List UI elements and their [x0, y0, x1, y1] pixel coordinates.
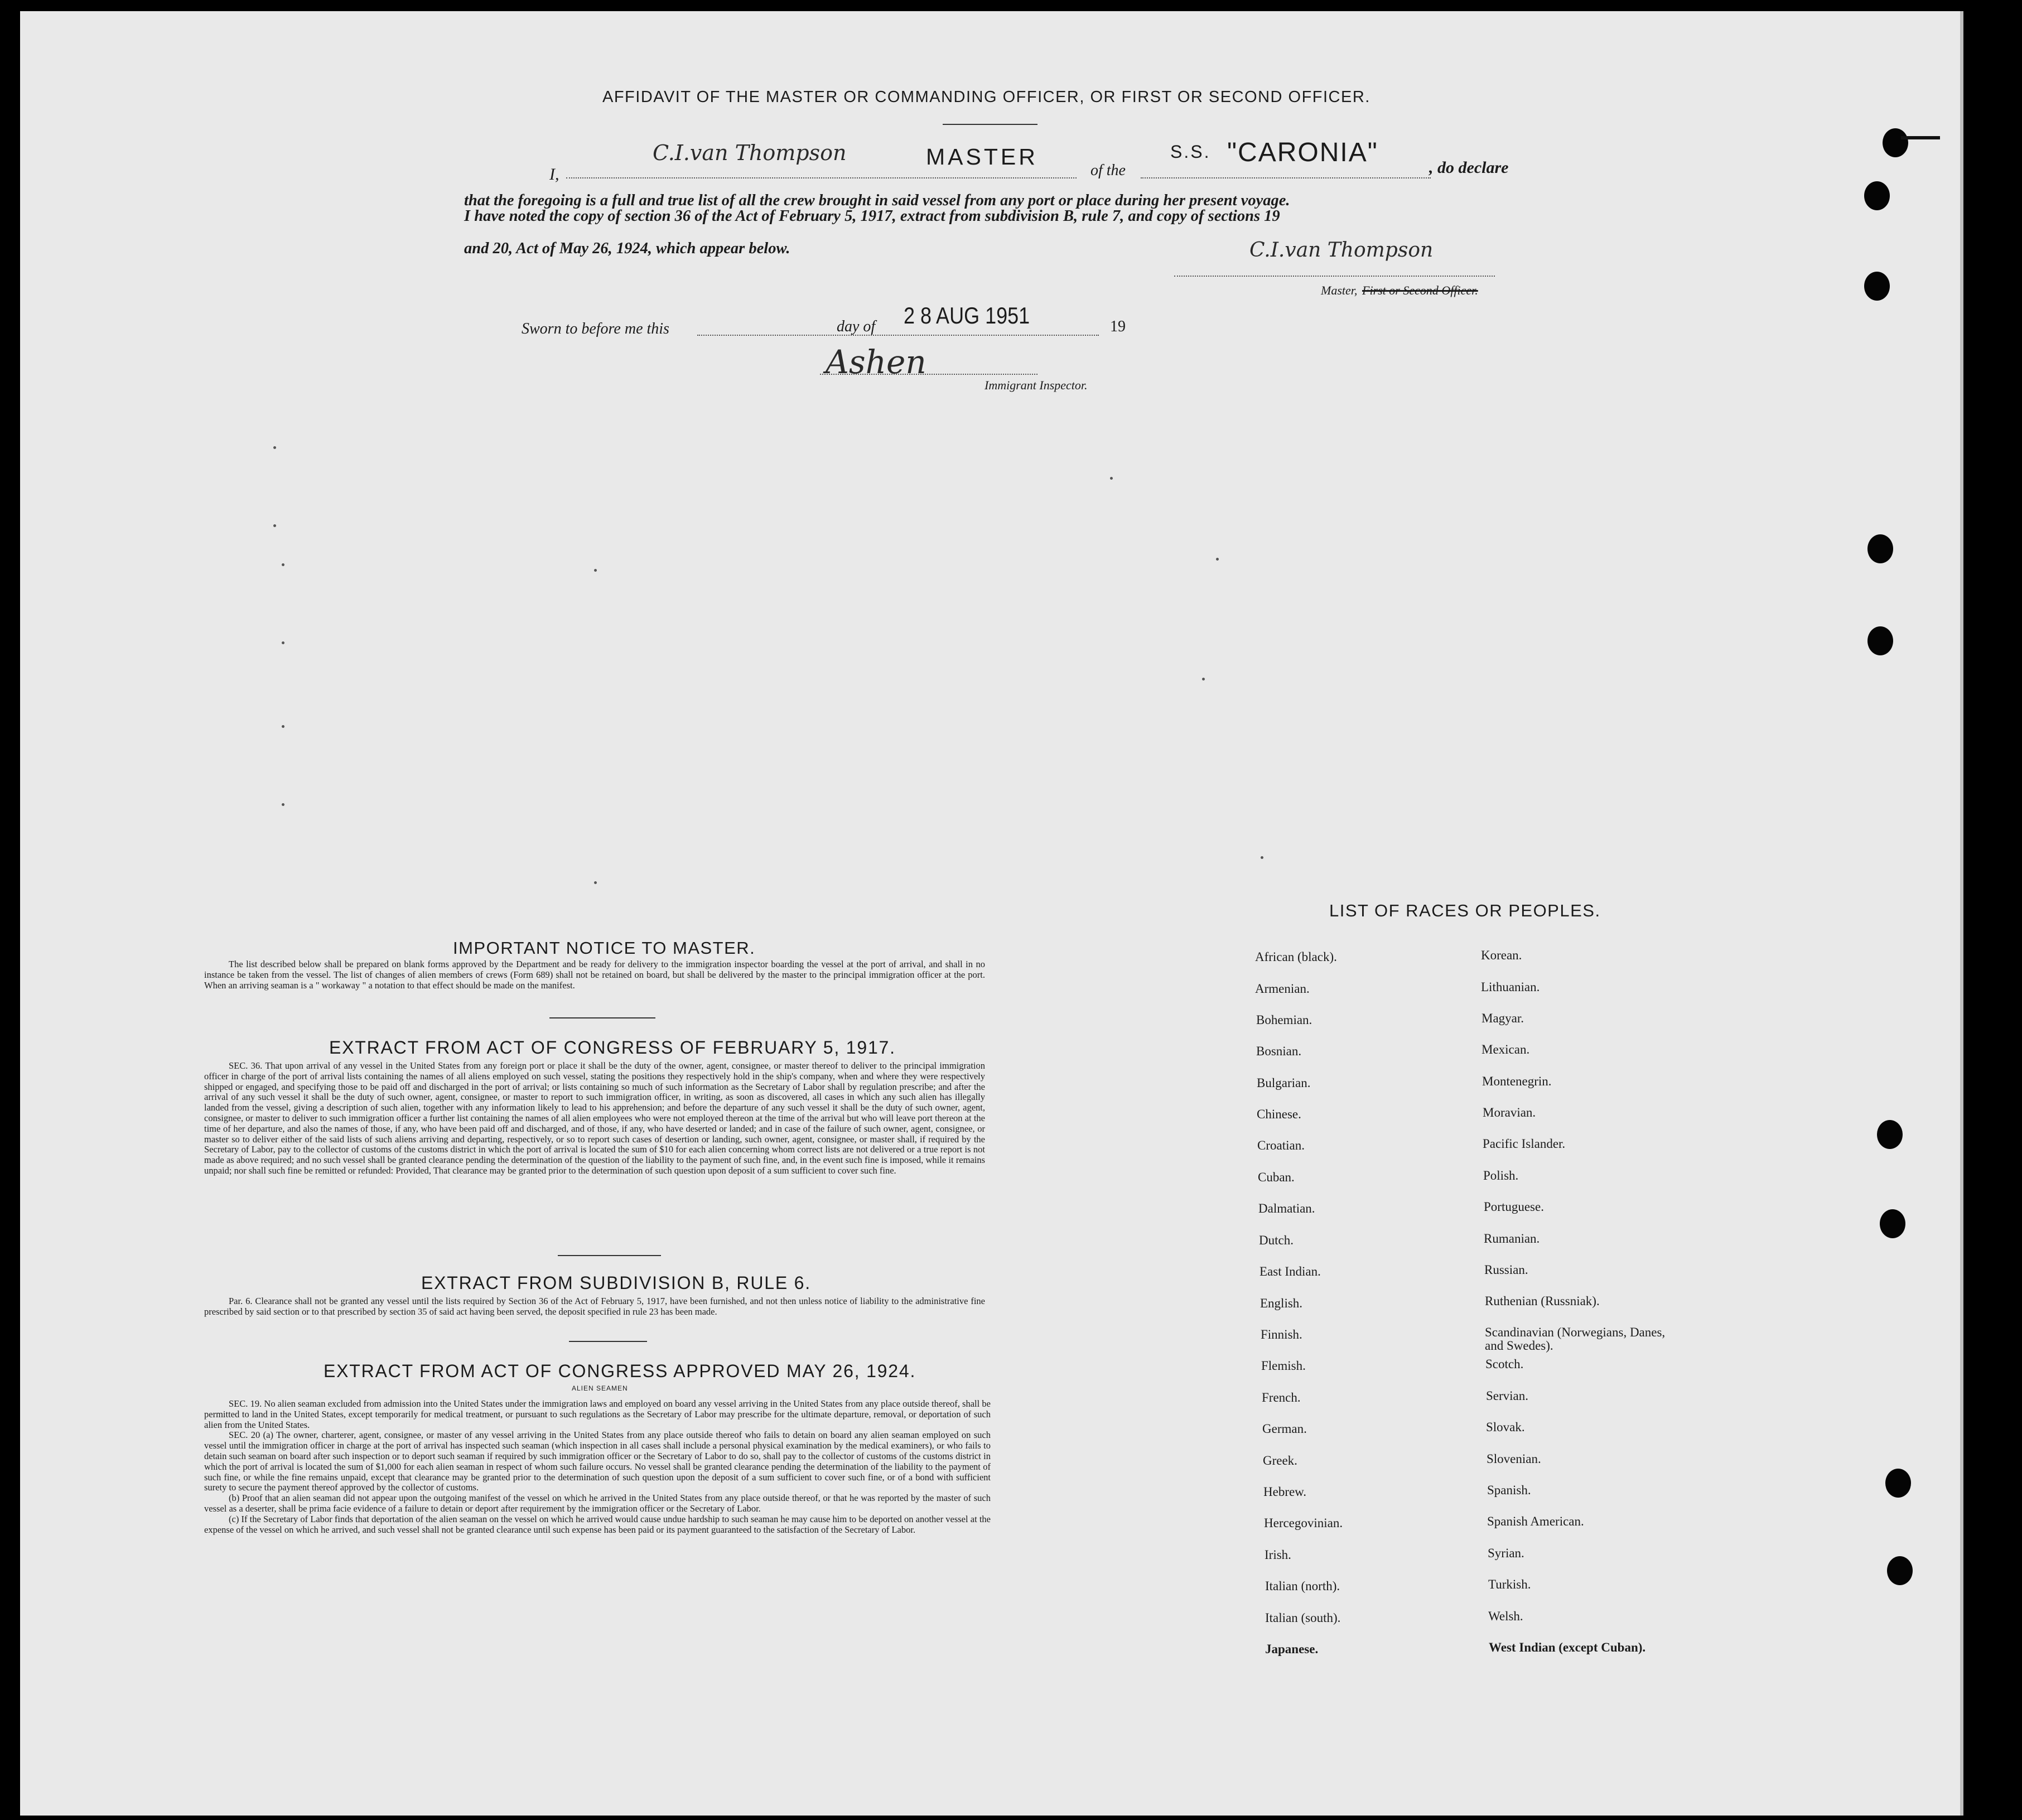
- rule-6-title: EXTRACT FROM SUBDIVISION B, RULE 6.: [421, 1273, 811, 1293]
- sworn-label: Sworn to before me this: [522, 320, 669, 337]
- punch-hole: [1887, 1556, 1913, 1585]
- struck-officer-label: First or Second Officer.: [1362, 283, 1478, 297]
- race-item: Rumanian.: [1484, 1232, 1540, 1245]
- speck: [1216, 558, 1219, 561]
- speck: [273, 524, 276, 527]
- date-stamp: 2 8 AUG 1951: [904, 302, 1030, 329]
- signature-line: [1174, 276, 1495, 277]
- paper-clip-mark: [1901, 136, 1940, 139]
- race-item: Scandinavian (Norwegians, Danes, and Swedes).: [1485, 1325, 1666, 1353]
- speck: [282, 725, 284, 728]
- pronoun-label: I,: [549, 165, 559, 184]
- inspector-signature: Ashen: [826, 343, 926, 381]
- punch-hole: [1877, 1120, 1903, 1149]
- race-item: Polish.: [1483, 1169, 1519, 1182]
- race-item: Croatian.: [1257, 1138, 1305, 1152]
- inspector-line: [820, 374, 1037, 375]
- affidavit-title: AFFIDAVIT OF THE MASTER OR COMMANDING OFFICER, OR FIRST OR SECOND OFFICER.: [602, 88, 1370, 106]
- punch-hole: [1880, 1209, 1905, 1238]
- notice-divider: [549, 1017, 655, 1018]
- sec-20b-paragraph: (b) Proof that an alien seaman did not appear upon the outgoing manifest of the vessel on which he arrived in the United States from any place outside thereof, or that he was reported by the master of such vessel as a deserter, shall be prima facie evidence of a failure to detain or deport after requirement by the immigration officer or the Secretary of Labor.: [204, 1493, 991, 1514]
- race-item: Hebrew.: [1263, 1485, 1307, 1499]
- race-item: East Indian.: [1259, 1264, 1321, 1278]
- ship-name: "CARONIA": [1227, 138, 1378, 167]
- vessel-line: [1141, 177, 1431, 178]
- act-1924-title: EXTRACT FROM ACT OF CONGRESS APPROVED MAY 26, 1924.: [324, 1361, 916, 1381]
- race-item: Lithuanian.: [1481, 980, 1540, 994]
- affidavit-line-2: I have noted the copy of section 36 of the Act of February 5, 1917, extract from subdivision B, rule 7, and copy of sections 19: [464, 207, 1280, 225]
- title-divider: [943, 124, 1037, 125]
- race-item: Moravian.: [1483, 1105, 1536, 1119]
- speck: [1261, 856, 1263, 859]
- race-item: Slovak.: [1486, 1420, 1525, 1434]
- race-item: African (black).: [1255, 950, 1337, 964]
- rule-6-paragraph: Par. 6. Clearance shall not be granted any vessel until the lists required by Section 36 of the Act of February 5, 1917, have been furnished, and not then unless notice of liability to the administrative fine prescribed by said section or to that prescribed by section 35 of said act having been served, the deposit specified in rule 23 has been made.: [204, 1296, 985, 1317]
- race-item: Italian (south).: [1265, 1611, 1341, 1625]
- speck: [273, 446, 276, 449]
- race-item: Slovenian.: [1487, 1452, 1541, 1466]
- sec-20a-paragraph: SEC. 20 (a) The owner, charterer, agent, consignee, or master of any vessel arriving in the United States from any place outside thereof who fails to detain on board any alien seaman employed on such vessel until the immigration officer in charge at the port of arrival has inspected such seaman (which inspection in all cases shall include a personal physical examination by the medical examiners), or who fails to detain such seaman on board after such inspection or to deport such seaman if required by such immigration officer or the Secretary of Labor to do so, shall pay to the collector of customs of the customs district in which the port of arrival is located the sum of $1,000 for each alien seaman in respect of whom such failure occurs. No vessel shall be granted clearance pending the determination of the liability to the payment of such fine, or while the fine remains unpaid, except that clearance may be granted prior to the determination of such question upon the deposit of a sum sufficient to cover such fine, or of a bond with sufficient surety to secure the payment thereof approved by the collector of customs.: [204, 1430, 991, 1493]
- race-item: French.: [1262, 1391, 1301, 1404]
- punch-hole: [1883, 128, 1908, 157]
- race-item: Welsh.: [1488, 1609, 1523, 1623]
- act-1917-title: EXTRACT FROM ACT OF CONGRESS OF FEBRUARY 5, 1917.: [329, 1037, 896, 1058]
- race-item: Turkish.: [1488, 1577, 1531, 1591]
- race-item: Scotch.: [1485, 1357, 1524, 1371]
- race-item: Montenegrin.: [1482, 1074, 1552, 1088]
- rule-6-text: [204, 1296, 985, 1317]
- speck: [282, 803, 284, 806]
- sworn-day-line: [697, 335, 1099, 336]
- act-1917-divider: [558, 1255, 661, 1256]
- race-item: English.: [1260, 1296, 1303, 1310]
- sec-19-paragraph: SEC. 19. No alien seaman excluded from admission into the United States under the immigration laws and employed on board any vessel arriving in the United States from any place outside thereof, shall be permitted to land in the United States, except temporarily for medical treatment, or pursuant to such regulations as the Secretary of Labor may prescribe for the ultimate departure, removal, or deportation of such alien from the United States.: [204, 1398, 991, 1430]
- race-item: Cuban.: [1258, 1170, 1295, 1184]
- race-item: Bulgarian.: [1257, 1076, 1311, 1090]
- inspector-label: Immigrant Inspector.: [985, 378, 1088, 392]
- race-item: Finnish.: [1261, 1327, 1302, 1341]
- race-item: German.: [1262, 1422, 1307, 1436]
- master-signature: C.I.van Thompson: [653, 141, 847, 165]
- affidavit-line-1: that the foregoing is a full and true list of all the crew brought in said vessel from any port or place during her present voyage.: [464, 192, 1290, 209]
- race-item: Bosnian.: [1256, 1044, 1302, 1058]
- race-item: Greek.: [1263, 1454, 1297, 1467]
- speck: [1110, 477, 1113, 480]
- race-item: Irish.: [1265, 1548, 1291, 1562]
- race-item: Hercegovinian.: [1264, 1516, 1343, 1530]
- race-item: Spanish American.: [1487, 1514, 1584, 1528]
- day-of-label: day of: [837, 318, 876, 335]
- act-1924-subtitle: ALIEN SEAMEN: [572, 1384, 628, 1392]
- punch-hole: [1885, 1469, 1911, 1498]
- race-item: Ruthenian (Russniak).: [1485, 1294, 1600, 1308]
- act-1917-paragraph: SEC. 36. That upon arrival of any vessel in the United States from any foreign port or place it shall be the duty of the owner, agent, consignee, or master thereof to deliver to the principal immigration officer in charge of the port of arrival lists containing the names of all aliens employed on such vessel, stating the positions they respectively hold in the ship's company, when and where they were respectively shipped or engaged, and specifying those to be paid off and discharged in the port of arrival; or lists containing so much of such information as the Secretary of Labor shall by regulation prescribe; and after the arrival of any such vessel it shall be the duty of such owner, agent, consignee, or master to report to such immigration officer, in writing, as soon as discovered, all cases in which any such alien has illegally landed from the vessel, giving a description of such alien, together with any information likely to lead to his apprehension; and before the departure of any such vessel it shall be the duty of such owner, agent, consignee, or master to deliver to such immigration officer a further list containing the names of all alien employees who were not employed thereon at the time of the arrival but who will leave port thereon at the time of her departure, and also the names of those, if any, who have been paid off and discharged, and of those, if any, who have deserted or landed; and in case of the failure of such owner, agent, consignee, or master so to deliver either of the said lists of such aliens arriving and departing, respectively, or so to report such cases of desertion or landing, such owner, agent, consignee, or master shall, if required by the Secretary of Labor, pay to the collector of customs of the customs district in which the port of arrival is located the sum of $10 for each alien concerning whom correct lists are not delivered or a true report is not made as above required; and no such vessel shall be granted clearance pending the determination of the question of the liability to the payment of such fine, and, in the event such fine is imposed, while it remains unpaid; nor shall such fine be remitted or refunded: Provided, That clearance may be granted prior to the determination of such question upon deposit of a sum sufficient to cover such fine.: [204, 1060, 985, 1176]
- master-title-label: Master,: [1321, 283, 1358, 297]
- punch-hole: [1867, 534, 1893, 563]
- sec-20c-paragraph: (c) If the Secretary of Labor finds that deportation of the alien seaman on the vessel on which he arrived would cause undue hardship to such seaman he may cause him to be deported on another vessel at the expense of the vessel on which he arrived, and such vessel shall not be granted clearance until such expense has been paid or its payment guaranteed to the satisfaction of the Secretary of Labor.: [204, 1513, 991, 1535]
- speck: [1202, 678, 1205, 680]
- punch-hole: [1867, 626, 1893, 655]
- race-item: Spanish.: [1487, 1483, 1531, 1497]
- master-name-line: [566, 177, 1077, 178]
- affidavit-line-3: and 20, Act of May 26, 1924, which appear below.: [464, 240, 790, 257]
- race-item: Pacific Islander.: [1483, 1137, 1566, 1151]
- race-item: Russian.: [1484, 1263, 1528, 1277]
- race-item: Chinese.: [1257, 1107, 1301, 1121]
- master-countersignature: C.I.van Thompson: [1249, 239, 1434, 262]
- speck: [594, 881, 597, 884]
- races-title: LIST OF RACES OR PEOPLES.: [1329, 901, 1601, 920]
- do-declare-label: , do declare: [1429, 158, 1509, 177]
- rank-label: MASTER: [926, 144, 1038, 170]
- race-item: Italian (north).: [1265, 1579, 1340, 1593]
- race-item: Flemish.: [1261, 1359, 1306, 1373]
- race-item: Servian.: [1486, 1389, 1529, 1403]
- ship-prefix: S.S.: [1170, 142, 1211, 162]
- rule-6-divider: [569, 1341, 647, 1342]
- race-item: Dutch.: [1259, 1233, 1294, 1247]
- race-item: Portuguese.: [1484, 1200, 1544, 1214]
- act-1924-text: [204, 1399, 991, 1535]
- race-item: Armenian.: [1255, 982, 1310, 996]
- race-item: Bohemian.: [1256, 1013, 1312, 1027]
- punch-hole: [1864, 181, 1890, 210]
- document-page: [20, 11, 1963, 1816]
- notice-title: IMPORTANT NOTICE TO MASTER.: [453, 938, 756, 958]
- year-prefix: 19: [1110, 318, 1126, 335]
- notice-text: [204, 959, 985, 991]
- race-item: Korean.: [1481, 948, 1522, 962]
- punch-hole: [1864, 272, 1890, 301]
- race-item: Syrian.: [1488, 1546, 1524, 1560]
- race-item: Mexican.: [1481, 1042, 1530, 1056]
- act-1917-text: [204, 1061, 985, 1176]
- notice-paragraph: The list described below shall be prepared on blank forms approved by the Department and be ready for delivery to the immigration inspector boarding the vessel at the port of arrival, and shall in no instance be taken from the vessel. The list of changes of alien members of crews (Form 689) shall not be retained on board, but shall be delivered by the master to the principal immigration officer at the port. When an arriving seaman is a " workaway " a notation to that effect should be made on the manifest.: [204, 959, 985, 991]
- race-item: Dalmatian.: [1258, 1201, 1315, 1215]
- speck: [282, 563, 284, 566]
- race-item: Magyar.: [1481, 1011, 1524, 1025]
- speck: [594, 569, 597, 572]
- race-item: West Indian (except Cuban).: [1489, 1640, 1646, 1654]
- race-item: Japanese.: [1265, 1642, 1319, 1656]
- speck: [282, 641, 284, 644]
- of-the-label: of the: [1090, 162, 1126, 179]
